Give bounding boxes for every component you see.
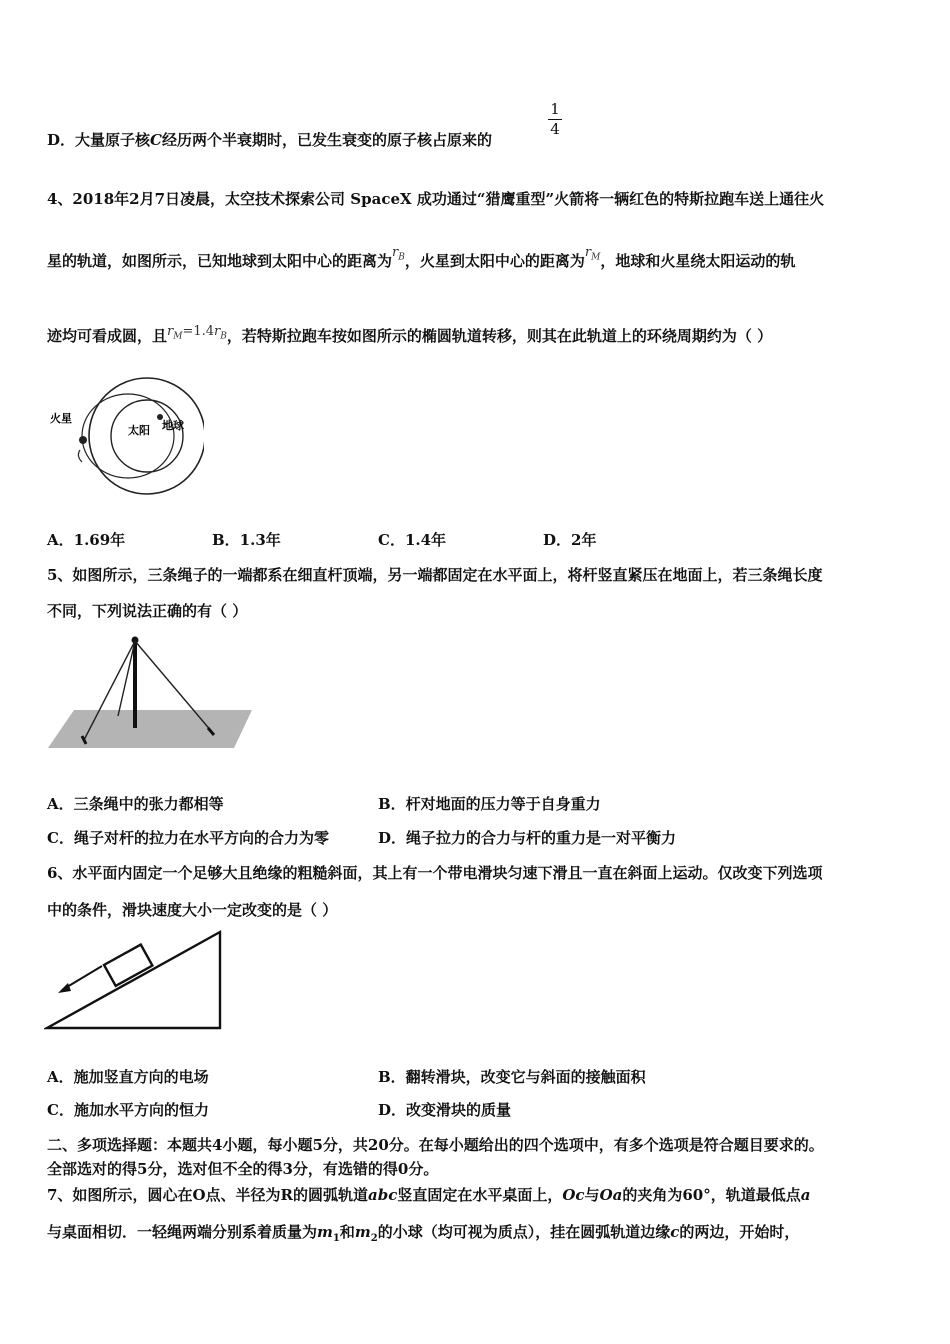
q5-line-2: 不同，下列说法正确的有（ ） [47,602,248,620]
q5-option-b: B．杆对地面的压力等于自身重力 [378,795,601,813]
section2-line-2: 全部选对的得5分，选对但不全的得3分，有选错的得0分。 [47,1160,439,1178]
q4-line-2-a: 星的轨道，如图所示，已知地球到太阳中心的距离为 [47,252,393,270]
q3-option-d [47,129,492,150]
q5-option-c: C．绳子对杆的拉力在水平方向的合力为零 [47,829,329,847]
q7-l2-b: 和 [339,1223,355,1241]
var-rm-sub: M [591,252,601,263]
q6-option-b: B．翻转滑块，改变它与斜面的接触面积 [378,1068,646,1086]
ground-plane [48,710,252,748]
orbit-diagram [44,372,204,497]
eq-mid: =1.4 [182,324,215,339]
q4-line-2-b: ，火星到太阳中心的距离为 [404,252,585,270]
eq-rb-sub: B [220,331,227,342]
q7-line-1 [47,1184,810,1205]
rope-2 [118,641,135,716]
q7-l2-a: 与桌面相切．一轻绳两端分别系着质量为 [47,1223,318,1241]
q7-abc: abc [367,1186,398,1204]
var-rb-r: r [392,245,399,260]
q5-option-d: D．绳子拉力的合力与杆的重力是一对平衡力 [378,829,677,847]
section2-line-1: 二、多项选择题：本题共4小题，每小题5分，共20分。在每小题给出的四个选项中，有多个选项是符合题目要求的。 [47,1136,824,1154]
q4-line-3 [47,325,772,348]
q4-option-b: B．1.3年 [212,531,281,549]
eq-rb: r [214,324,221,339]
fraction-denominator: 4 [548,119,562,139]
q7-a: a [800,1186,811,1204]
eq-rm-rb [167,324,227,342]
q4-line-2-c: ，地球和火星绕太阳运动的轨 [600,252,796,270]
q4-line-1: 4、2018年2月7日凌晨，太空技术探索公司 SpaceX 成功通过“猎鹰重型”火箭将一辆红色的特斯拉跑车送上通往火 [47,190,825,208]
arrow-head-icon [58,983,71,993]
q7-c: c [670,1223,680,1241]
q7-l1-a: 7、如图所示，圆心在O点、半径为R的圆弧轨道 [47,1186,368,1204]
q7-l1-b: 竖直固定在水平桌面上， [397,1186,563,1204]
q7-m1: m [317,1223,333,1241]
eq-rm: r [167,324,174,339]
q7-m2-sub: 2 [370,1233,378,1244]
q7-l1-c: 与 [584,1186,600,1204]
option-d-var: C [150,131,162,149]
label-earth: 地球 [162,419,184,432]
q5-line-1: 5、如图所示，三条绳子的一端都系在细直杆顶端，另一端都固定在水平面上，将杆竖直紧压在地面上，若三条绳长度 [47,566,823,584]
q7-oa: Oa [599,1186,623,1204]
option-d-text: 经历两个半衰期时，已发生衰变的原子核占原来的 [161,131,492,149]
q6-option-a: A．施加竖直方向的电场 [47,1068,209,1086]
eq-rm-sub: M [173,331,183,342]
slider-block [104,945,152,986]
q4-option-a: A．1.69年 [47,531,126,549]
q7-l2-c: 的小球（均可视为质点），挂在圆弧轨道边缘 [377,1223,671,1241]
label-mars: 火星 [50,412,72,425]
q7-l1-d: 的夹角为60°，轨道最低点 [622,1186,801,1204]
q4-option-c: C．1.4年 [378,531,447,549]
q6-line-1: 6、水平面内固定一个足够大且绝缘的粗糙斜面，其上有一个带电滑块匀速下滑且一直在斜面上运动。仅改变下列选项 [47,864,823,882]
q6-option-c: C．施加水平方向的恒力 [47,1101,209,1119]
q6-line-2: 中的条件，滑块速度大小一定改变的是（ ） [47,901,338,919]
q7-oc: Oc [562,1186,585,1204]
q6-option-d: D．改变滑块的质量 [378,1101,512,1119]
var-rb-sub: B [398,252,405,263]
incline-diagram [44,928,226,1032]
q7-m1-sub: 1 [332,1233,340,1244]
q5-option-a: A．三条绳中的张力都相等 [47,795,224,813]
fraction-quarter [548,100,562,139]
q7-m2: m [354,1223,371,1241]
q7-l2-d: 的两边，开始时， [679,1223,800,1241]
q7-line-2 [47,1221,799,1244]
var-rb [392,245,405,263]
q4-option-d: D．2年 [543,531,597,549]
q4-line-2 [47,245,796,273]
var-rm-r: r [584,245,592,260]
arrow-icon [78,450,82,462]
q4-line-3-a: 迹均可看成圆，且 [47,327,168,345]
option-d-prefix: D．大量原子核 [47,131,151,149]
q4-line-3-b: ，若特斯拉跑车按如图所示的椭圆轨道转移，则其在此轨道上的环绕周期约为（ ） [226,327,773,345]
incline-triangle [47,932,220,1028]
var-rm [584,245,601,263]
label-sun: 太阳 [128,424,150,437]
fraction-numerator: 1 [550,100,560,118]
mars-dot [79,436,87,444]
pole-rope-diagram [44,632,256,752]
